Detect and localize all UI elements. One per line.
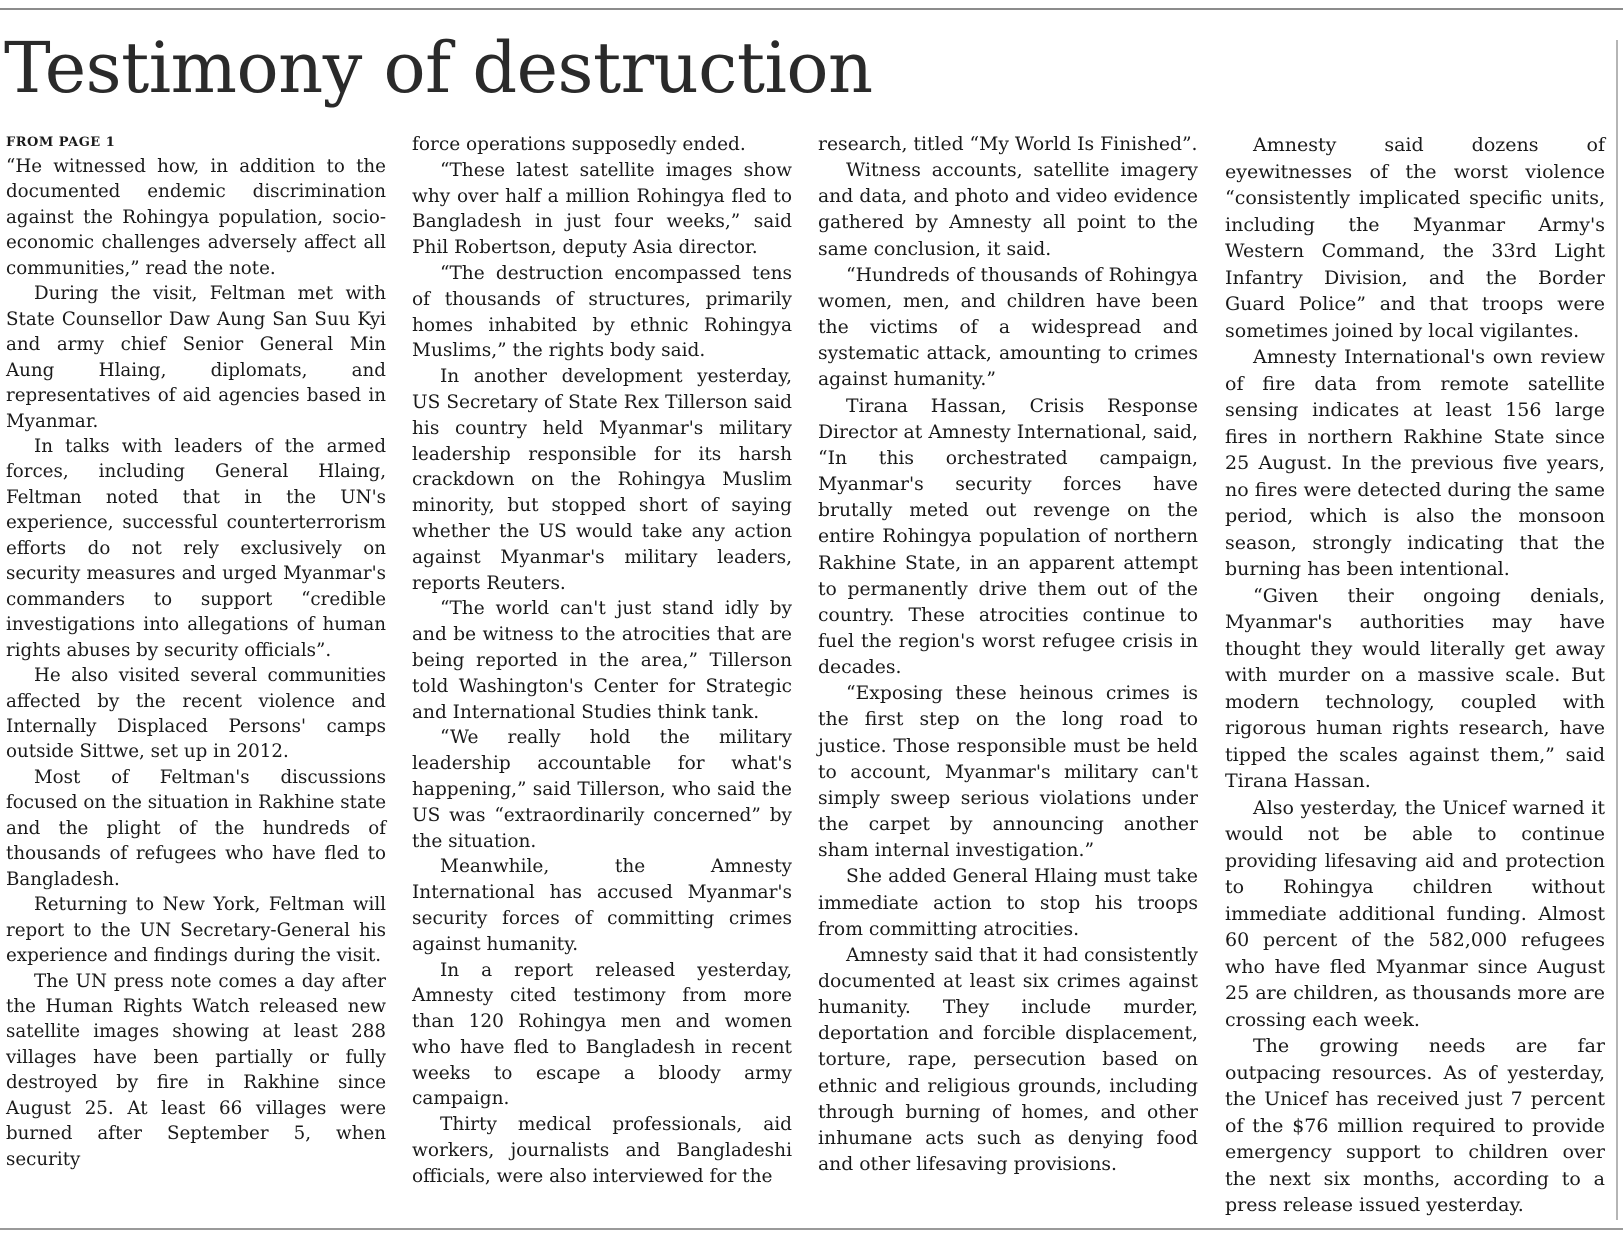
paragraph: Amnesty said dozens of eyewitnesses of the worst violence “consistently implicated specific units, including the Myanmar Army's Western Command, the 33rd Light Infantry Division, and the Border Guard Police” and that troops were sometimes joined by local vigilantes. <box>1225 134 1605 342</box>
paragraph: force operations supposedly ended. <box>412 134 746 155</box>
paragraph: The UN press note comes a day after the Human Rights Watch released new satellite images showing at least 288 villages have been partially or fully destroyed by fire in Rakhine since August 25. At least 66 villages were burned after September 5, when security <box>6 970 386 1170</box>
paragraph: She added General Hlaing must take immediate action to stop his troops from committing atrocities. <box>818 866 1198 940</box>
paragraph: “The world can't just stand idly by and be witness to the atrocities that are being reported in the area,” Tillerson told Washington's Center for Strategic and International Studies think tank. <box>412 598 792 723</box>
paragraph: Most of Feltman's discussions focused on the situation in Rakhine state and the plight of the hundreds of thousands of refugees who have fled to Bangladesh. <box>6 766 386 890</box>
kicker-from-page: FROM PAGE 1 <box>6 135 116 150</box>
paragraph: Amnesty International's own review of fire data from remote satellite sensing indicates at least 156 large fires in northern Rakhine State since 25 August. In the previous five years, no fires were detected during the same period, which is also the monsoon season, strongly indicating that the burning has been intentional. <box>1225 346 1605 580</box>
article-column-1 <box>6 132 386 1172</box>
paragraph: In talks with leaders of the armed forces, including General Hlaing, Feltman noted that in the UN's experience, successful counterterrorism efforts do not rely exclusively on security measures and urged Myanmar's commanders to support “credible investigations into allegations of human rights abuses by security officials”. <box>6 435 386 661</box>
paragraph: “These latest satellite images show why over half a million Rohingya fled to Bangladesh in just four weeks,” said Phil Robertson, deputy Asia director. <box>412 159 792 259</box>
paragraph: Amnesty said that it had consistently documented at least six crimes against humanity. They include murder, deportation and forcible displacement, torture, rape, persecution based on ethnic and religious grounds, including through burning of homes, and other inhumane acts such as denying food and other lifesaving provisions. <box>818 944 1198 1176</box>
article-column-2 <box>412 132 792 1190</box>
headline: Testimony of destruction <box>4 27 873 109</box>
column-edge-rule <box>1616 40 1618 1220</box>
paragraph: “Given their ongoing denials, Myanmar's authorities may have thought they would literally get away with murder on a massive scale. But modern technology, coupled with rigorous human rights research, have tipped the scales against them,” said Tirana Hassan. <box>1225 584 1605 792</box>
paragraph: Witness accounts, satellite imagery and data, and photo and video evidence gathered by Amnesty all point to the same conclusion, it said. <box>818 160 1198 260</box>
paragraph: “Hundreds of thousands of Rohingya women, men, and children have been the victims of a widespread and systematic attack, amounting to crimes against humanity.” <box>818 264 1198 391</box>
bottom-rule <box>0 1228 1623 1230</box>
paragraph: Also yesterday, the Unicef warned it would not be able to continue providing lifesaving aid and protection to Rohingya children without immediate additional funding. Almost 60 percent of the 582,000 refugees who have fled Myanmar since August 25 are children, as thousands more are crossing each week. <box>1225 796 1605 1031</box>
article-column-3 <box>818 132 1198 1178</box>
paragraph: Meanwhile, the Amnesty International has accused Myanmar's security forces of committing crimes against humanity. <box>412 856 792 955</box>
paragraph: “We really hold the military leadership accountable for what's happening,” said Tillerson, who said the US was “extraordinarily concerned” by the situation. <box>412 727 792 852</box>
top-rule <box>0 8 1623 10</box>
paragraph: Tirana Hassan, Crisis Response Director at Amnesty International, said, “In this orchestrated campaign, Myanmar's security forces have brutally meted out revenge on the entire Rohingya population of northern Rakhine State, in an apparent attempt to permanently drive them out of the country. These atrocities continue to fuel the region's worst refugee crisis in decades. <box>818 395 1198 679</box>
paragraph: “He witnessed how, in addition to the documented endemic discrimination against the Rohingya population, socio-economic challenges adversely affect all communities,” read the note. <box>6 156 386 279</box>
paragraph: The growing needs are far outpacing resources. As of yesterday, the Unicef has received just 7 percent of the $76 million required to provide emergency support to children over the next six months, according to a press release issued yesterday. <box>1225 1035 1605 1216</box>
paragraph: research, titled “My World Is Finished”. <box>818 134 1198 155</box>
paragraph: In another development yesterday, US Secretary of State Rex Tillerson said his country held Myanmar's military leadership responsible for its harsh crackdown on the Rohingya Muslim minority, but stopped short of saying whether the US would take any action against Myanmar's military leaders, reports Reuters. <box>412 366 792 594</box>
paragraph: Returning to New York, Feltman will report to the UN Secretary-General his experience and findings during the visit. <box>6 894 386 967</box>
article-column-4 <box>1225 132 1605 1219</box>
paragraph: “The destruction encompassed tens of thousands of structures, primarily homes inhabited by ethnic Rohingya Muslims,” the rights body said. <box>412 262 792 362</box>
paragraph: In a report released yesterday, Amnesty cited testimony from more than 120 Rohingya men and women who have fled to Bangladesh in recent weeks to escape a bloody army campaign. <box>412 959 792 1110</box>
paragraph: Thirty medical professionals, aid workers, journalists and Bangladeshi officials, were also interviewed for the <box>412 1114 792 1187</box>
paragraph: He also visited several communities affected by the recent violence and Internally Displaced Persons' camps outside Sittwe, set up in 2012. <box>6 665 386 763</box>
paragraph: During the visit, Feltman met with State Counsellor Daw Aung San Suu Kyi and army chief Senior General Min Aung Hlaing, diplomats, and representatives of aid agencies based in Myanmar. <box>6 283 386 432</box>
paragraph: “Exposing these heinous crimes is the first step on the long road to justice. Those responsible must be held to account, Myanmar's military can't simply sweep serious violations under the carpet by announcing another sham internal investigation.” <box>818 683 1198 862</box>
